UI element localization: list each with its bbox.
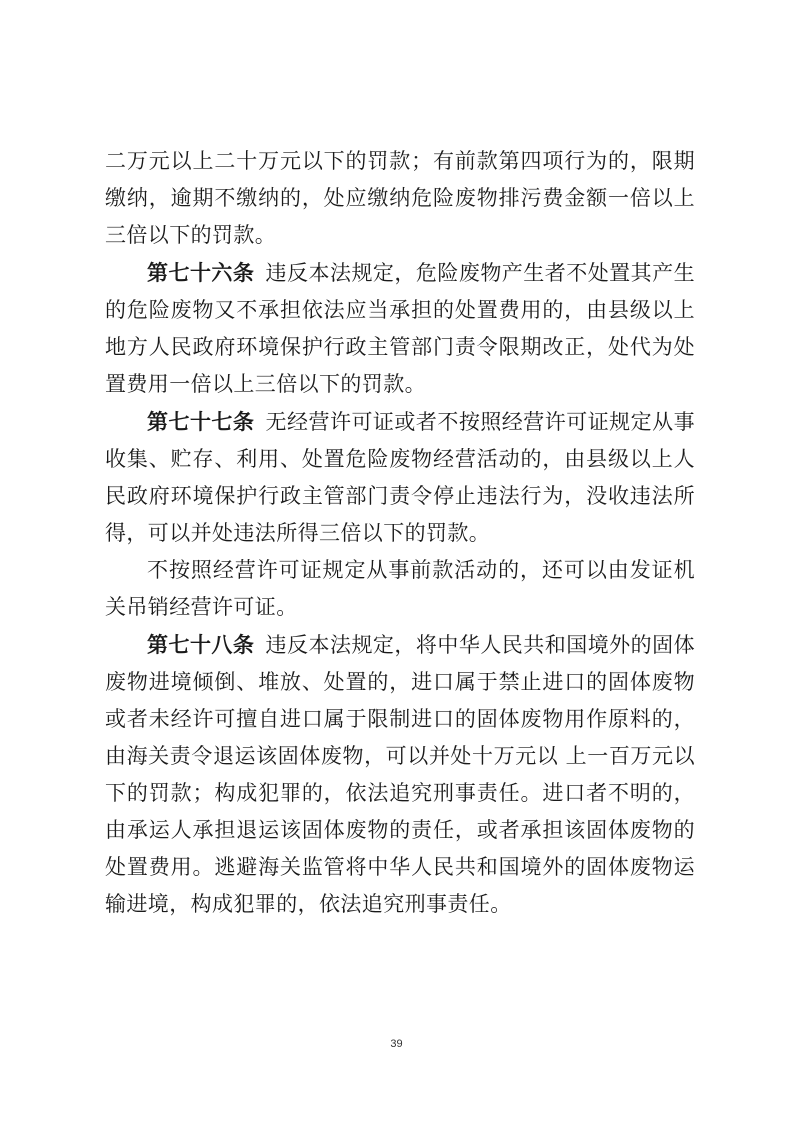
- paragraph-text: 不按照经营许可证规定从事前款活动的，还可以由发证机关吊销经营许可证。: [105, 558, 695, 619]
- article-number: 第七十八条: [147, 632, 255, 657]
- article-77-clause-2: [105, 552, 695, 626]
- page-number: 39: [390, 1038, 403, 1050]
- article-77: [105, 403, 695, 552]
- paragraph-text: 无经营许可证或者不按照经营许可证规定从事收集、贮存、利用、处置危险废物经营活动的，由县级以上人民政府环境保护行政主管部门责令停止违法行为，没收违法所得，可以并处违法所得三倍以下的罚款。: [105, 410, 696, 545]
- paragraph-continuation: [105, 143, 695, 254]
- paragraph-text: 二万元以上二十万元以下的罚款；有前款第四项行为的，限期缴纳，逾期不缴纳的，处应缴纳危险废物排污费金额一倍以上三倍以下的罚款。: [105, 149, 695, 247]
- article-number: 第七十七条: [147, 409, 255, 434]
- article-78: [105, 626, 695, 923]
- article-number: 第七十六条: [147, 260, 255, 285]
- article-76: [105, 254, 695, 403]
- paragraph-text: 违反本法规定，危险废物产生者不处置其产生的危险废物又不承担依法应当承担的处置费用的，由县级以上地方人民政府环境保护行政主管部门责令限期改正，处代为处置费用一倍以上三倍以下的罚款。: [105, 261, 696, 396]
- paragraph-text: 违反本法规定，将中华人民共和国境外的固体废物进境倾倒、堆放、处置的，进口属于禁止进口的固体废物或者未经许可擅自进口属于限制进口的固体废物用作原料的，由海关责令退运该固体废物，可以并处十万元以 上一百万元以下的罚款；构成犯罪的，依法追究刑事责任。进口者不明的，由承运人承担退运该固体废物的责任，或者承担该固体废物的处置费用。逃避海关监管将中华人民共和国境外的固体废物运输进境，构成犯罪的，依法追究刑事责任。: [105, 633, 696, 916]
- document-body: [105, 143, 695, 923]
